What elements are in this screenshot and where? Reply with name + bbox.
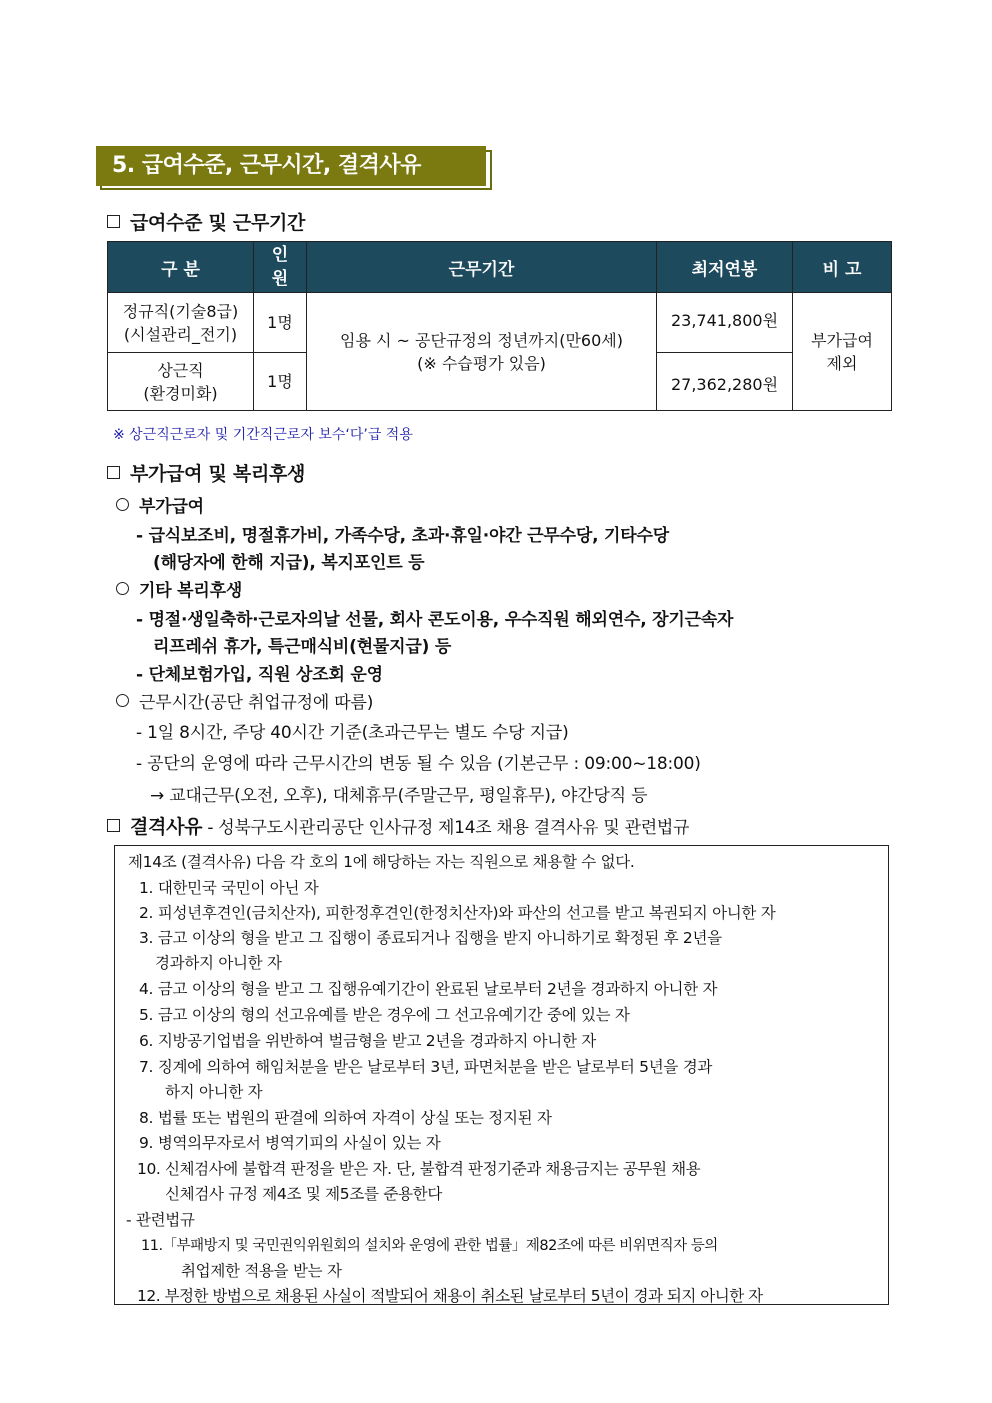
salary-heading-text: 급여수준 및 근무기간 <box>130 212 306 234</box>
welfare-title-text: 기타 복리후생 <box>139 581 243 601</box>
welfare-title <box>116 576 242 601</box>
salary-table <box>107 241 892 411</box>
list-item: 6. 지방공기업법을 위반하여 벌금형을 받고 2년을 경과하지 아니한 자 <box>139 1032 596 1050</box>
table-row <box>108 293 892 353</box>
division-cell <box>108 293 254 353</box>
related-item-12: 12. 부정한 방법으로 채용된 사실이 적발되어 채용이 취소된 날로부터 5년이 경과 되지 아니한 자 <box>137 1287 763 1305</box>
disqualification-heading-bold: 결격사유 <box>130 816 203 838</box>
hours-line-1: - 1일 8시간, 주당 40시간 기준(초과근무는 별도 수당 지급) <box>136 723 569 743</box>
list-item: 8. 법률 또는 법원의 판결에 의하여 자격이 상실 또는 정지된 자 <box>139 1109 552 1127</box>
checkbox-square-icon <box>107 466 120 479</box>
list-item: 9. 병역의무자로서 병역기피의 사실이 있는 자 <box>139 1134 441 1152</box>
table-header-row <box>108 242 892 293</box>
disqualification-box <box>114 845 889 1305</box>
list-item: 5. 금고 이상의 형의 선고유예를 받은 경우에 그 선고유예기간 중에 있는 자 <box>139 1006 630 1024</box>
division-line-2: (시설관리_전기) <box>123 324 238 344</box>
circle-bullet-icon <box>116 694 129 707</box>
extra-pay-line-1: - 급식보조비, 명절휴가비, 가족수당, 초과·휴일·야간 근무수당, 기타수당 <box>136 526 669 546</box>
header-division: 구 분 <box>108 242 254 293</box>
list-item: 10. 신체검사에 불합격 판정을 받은 자. 단, 불합격 판정기준과 채용금지는 공무원 채용 <box>137 1160 701 1178</box>
division-line-1: 정규직(기술8급) <box>122 301 239 321</box>
header-remarks: 비 고 <box>793 242 892 293</box>
extra-pay-title-text: 부가급여 <box>139 497 204 517</box>
extra-pay-title <box>116 492 204 517</box>
list-item: 4. 금고 이상의 형을 받고 그 집행유예기간이 완료된 날로부터 2년을 경과하지 아니한 자 <box>139 980 718 998</box>
header-count <box>254 242 307 293</box>
disqualification-heading-rest: - 성북구도시관리공단 인사규정 제14조 채용 결격사유 및 관련법규 <box>202 818 690 838</box>
header-min-salary: 최저연봉 <box>657 242 793 293</box>
salary-heading <box>107 208 305 235</box>
division-line-1: 상근직 <box>157 360 204 380</box>
benefits-heading-text: 부가급여 및 복리후생 <box>130 463 306 485</box>
hours-title-text: 근무시간(공단 취업규정에 따름) <box>139 693 374 713</box>
remarks-line-2: 제외 <box>826 353 858 373</box>
division-line-2: (환경미화) <box>143 383 218 403</box>
min-salary-cell: 23,741,800원 <box>657 293 793 353</box>
list-item: 3. 금고 이상의 형을 받고 그 집행이 종료되거나 집행을 받지 아니하기로 확정된 후 2년을 <box>139 929 722 947</box>
section-title: 5. 급여수준, 근무시간, 결격사유 <box>96 146 486 186</box>
related-law-label: - 관련법규 <box>126 1211 195 1229</box>
disqualification-heading <box>107 812 689 839</box>
list-item: 1. 대한민국 국민이 아닌 자 <box>139 879 319 897</box>
checkbox-square-icon <box>107 215 120 228</box>
list-item-continued: 신체검사 규정 제4조 및 제5조를 준용한다 <box>165 1185 443 1203</box>
extra-pay-line-2: (해당자에 한해 지급), 복지포인트 등 <box>153 553 425 573</box>
period-cell <box>307 293 657 411</box>
related-item-11: 11.「부패방지 및 국민권익위원회의 설치와 운영에 관한 법률」제82조에 따른 비위면직자 등의 <box>141 1238 718 1254</box>
list-item: 2. 피성년후견인(금치산자), 피한정후견인(한정치산자)와 파산의 선고를 받고 복권되지 아니한 자 <box>139 904 776 922</box>
salary-note: ※ 상근직근로자 및 기간직근로자 보수‘다’급 적용 <box>113 427 413 443</box>
header-period: 근무기간 <box>307 242 657 293</box>
circle-bullet-icon <box>116 582 129 595</box>
remarks-cell <box>793 293 892 411</box>
article-intro: 제14조 (결격사유) 다음 각 호의 1에 해당하는 자는 직원으로 채용할 수 없다. <box>128 853 635 871</box>
section-banner <box>96 146 492 190</box>
remarks-line-1: 부가급여 <box>811 330 873 350</box>
period-line-2: (※ 수습평가 있음) <box>417 353 546 373</box>
list-item: 7. 징계에 의하여 해임처분을 받은 날로부터 3년, 파면처분을 받은 날로부터 5년을 경과 <box>139 1058 713 1076</box>
benefits-heading <box>107 459 305 486</box>
count-cell: 1명 <box>254 293 307 353</box>
hours-title <box>116 688 373 713</box>
checkbox-square-icon <box>107 819 120 832</box>
list-item-continued: 경과하지 아니한 자 <box>155 954 282 972</box>
list-item-continued: 하지 아니한 자 <box>165 1083 263 1101</box>
welfare-line-1: - 명절·생일축하·근로자의날 선물, 회사 콘도이용, 우수직원 해외연수, 장기근속자 <box>136 610 734 630</box>
welfare-line-3: - 단체보험가입, 직원 상조회 운영 <box>136 665 383 685</box>
circle-bullet-icon <box>116 498 129 511</box>
hours-line-3: → 교대근무(오전, 오후), 대체휴무(주말근무, 평일휴무), 야간당직 등 <box>150 786 648 806</box>
period-line-1: 임용 시 ~ 공단규정의 정년까지(만60세) <box>340 330 623 350</box>
hours-line-2: - 공단의 운영에 따라 근무시간의 변동 될 수 있음 (기본근무 : 09:00~18:00) <box>136 754 701 774</box>
header-count-text: 인원 <box>271 245 289 289</box>
division-cell <box>108 353 254 411</box>
welfare-line-2: 리프레쉬 휴가, 특근매식비(현물지급) 등 <box>153 637 452 657</box>
count-cell: 1명 <box>254 353 307 411</box>
min-salary-cell: 27,362,280원 <box>657 353 793 411</box>
related-item-11-continued: 취업제한 적용을 받는 자 <box>181 1262 342 1280</box>
